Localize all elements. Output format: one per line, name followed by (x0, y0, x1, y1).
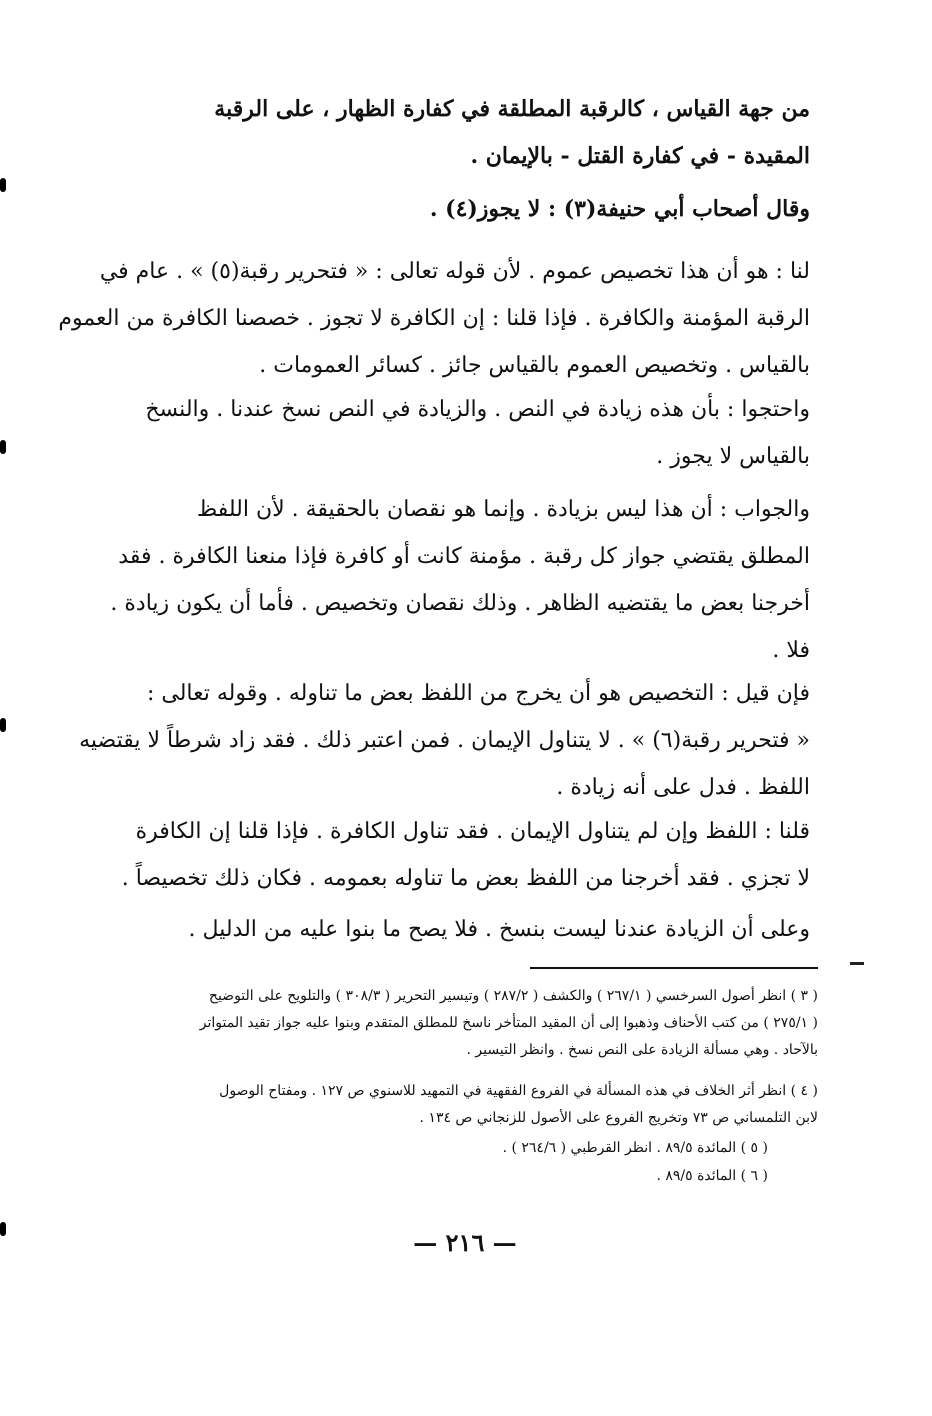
footnote-separator (530, 967, 818, 969)
footnote-line: لابن التلمساني ص ٧٣ وتخريج الفروع على الأصول للزنجاني ص ١٣٤ . (419, 1110, 818, 1126)
body-line: الرقبة المؤمنة والكافرة . فإذا قلنا : إن الكافرة لا تجوز . خصصنا الكافرة من العموم (58, 306, 810, 331)
body-line: بالقياس . وتخصيص العموم بالقياس جائز . كسائر العمومات . (259, 353, 810, 378)
paragraph-ihtajju (118, 386, 810, 480)
body-line: لنا : هو أن هذا تخصيص عموم . لأن قوله تعالى : « فتحرير رقبة(٥) » . عام في (99, 259, 810, 284)
paragraph-fa-in-qil (79, 670, 810, 811)
margin-dash (850, 962, 864, 965)
body-line: من جهة القياس ، كالرقبة المطلقة في كفارة الظهار ، على الرقبة (214, 96, 810, 122)
body-line: لا تجزي . فقد أخرجنا من اللفظ بعض ما تناوله بعمومه . فكان ذلك تخصيصاً . (121, 866, 810, 891)
body-line: بالقياس لا يجوز . (656, 444, 810, 469)
paragraph-qulna (118, 808, 810, 902)
footnote-line: ( ٢٧٥/١ ) من كتب الأحناف وذهبوا إلى أن المقيد المتأخر ناسخ للمطلق المتقدم وبنوا عليه جواز تقيد المتواتر (199, 1015, 818, 1031)
body-line: وعلى أن الزيادة عندنا ليست بنسخ . فلا يصح ما بنوا عليه من الدليل . (188, 917, 810, 942)
body-line: والجواب : أن هذا ليس بزيادة . وإنما هو نقصان بالحقيقة . لأن اللفظ (196, 497, 810, 522)
scan-edge-mark (0, 718, 6, 732)
body-line: وقال أصحاب أبي حنيفة(٣) : لا يجوز(٤) . (429, 196, 810, 222)
footnote-line: ( ٦ ) المائدة ٨٩/٥ . (656, 1168, 768, 1184)
body-line: أخرجنا بعض ما يقتضيه الظاهر . وذلك نقصان وتخصيص . فأما أن يكون زيادة . (110, 591, 810, 616)
body-line: فلا . (772, 638, 810, 663)
body-line: قلنا : اللفظ وإن لم يتناول الإيمان . فقد تناول الكافرة . فإذا قلنا إن الكافرة (135, 819, 810, 844)
paragraph-jawab (110, 486, 810, 674)
paragraph-conclusion (118, 906, 810, 953)
scan-edge-mark (0, 1222, 6, 1236)
footnote-line: ( ٤ ) انظر أثر الخلاف في هذه المسألة في الفروع الفقهية في التمهيد للاسنوي ص ١٢٧ . ومفتاح الوصول (219, 1083, 818, 1099)
body-line: المقيدة - في كفارة القتل - بالإيمان . (470, 143, 810, 169)
paragraph-qiyas (118, 86, 810, 180)
body-line: اللفظ . فدل على أنه زيادة . (556, 775, 810, 800)
page-number: — ٢١٦ — (413, 1228, 517, 1257)
scan-edge-mark (0, 440, 6, 454)
body-line: المطلق يقتضي جواز كل رقبة . مؤمنة كانت أو كافرة فإذا منعنا الكافرة . فقد (118, 544, 810, 569)
body-line: فإن قيل : التخصيص هو أن يخرج من اللفظ بعض ما تناوله . وقوله تعالى : (146, 681, 810, 706)
footnote-line: بالآحاد . وهي مسألة الزيادة على النص نسخ . وانظر التيسير . (466, 1042, 818, 1058)
footnote-line: ( ٥ ) المائدة ٨٩/٥ . انظر القرطبي ( ٢٦٤/٦ ) . (502, 1140, 768, 1156)
paragraph-hanafi-view (118, 186, 810, 233)
scan-edge-mark (0, 178, 6, 192)
footnote-line: ( ٣ ) انظر أصول السرخسي ( ٢٦٧/١ ) والكشف ( ٢٨٧/٢ ) وتيسير التحرير ( ٣٠٨/٣ ) والتلويح على التوضيح (208, 988, 818, 1004)
paragraph-lana (58, 248, 810, 389)
body-line: واحتجوا : بأن هذه زيادة في النص . والزيادة في النص نسخ عندنا . والنسخ (145, 397, 810, 422)
body-line: « فتحرير رقبة(٦) » . لا يتناول الإيمان . فمن اعتبر ذلك . فقد زاد شرطاً لا يقتضيه (79, 728, 810, 753)
